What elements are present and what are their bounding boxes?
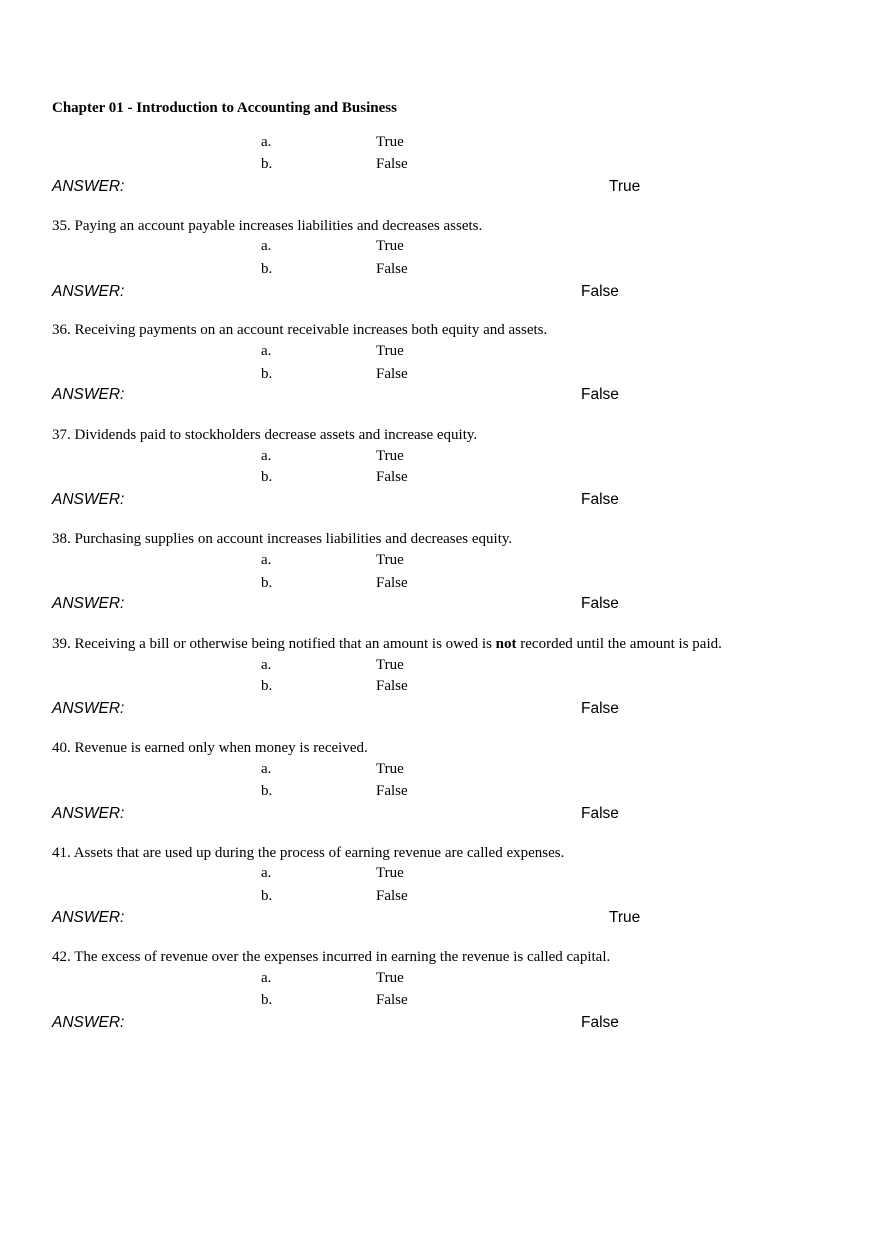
question-body-end: recorded until the amount is paid. — [520, 636, 722, 652]
question-number: 40. — [52, 740, 71, 756]
option-b-letter: b. — [261, 992, 273, 1008]
question-number: 39. — [52, 636, 71, 652]
option-b-letter: b. — [261, 156, 273, 172]
answer-value: False — [581, 805, 619, 822]
option-a-letter: a. — [261, 134, 272, 150]
option-a-text: True — [376, 238, 404, 254]
question-body: Revenue is earned only when money is received. — [74, 740, 368, 756]
option-b-letter: b. — [261, 261, 273, 277]
answer-value: False — [581, 283, 619, 300]
question-emphasis: not — [495, 636, 517, 652]
question-body: Paying an account payable increases liabilities and decreases assets. — [74, 218, 483, 234]
option-a-letter: a. — [261, 343, 272, 359]
question-number: 35. — [52, 218, 71, 234]
question-number: 36. — [52, 322, 71, 338]
option-a-letter: a. — [261, 448, 272, 464]
answer-label: ANSWER: — [52, 178, 125, 195]
question-body: Receiving payments on an account receivable increases both equity and assets. — [74, 322, 548, 338]
option-a-letter: a. — [261, 970, 272, 986]
question-text — [52, 322, 547, 339]
question-text — [52, 531, 512, 548]
answer-label: ANSWER: — [52, 1014, 125, 1031]
option-a-letter: a. — [261, 552, 272, 568]
answer-label: ANSWER: — [52, 595, 125, 612]
option-a-text: True — [376, 343, 404, 359]
question-number: 38. — [52, 531, 71, 547]
question-text — [52, 218, 482, 235]
question-body: Assets that are used up during the process of earning revenue are called expenses. — [73, 845, 565, 861]
option-b-letter: b. — [261, 678, 273, 694]
answer-label: ANSWER: — [52, 491, 125, 508]
option-a-text: True — [376, 448, 404, 464]
answer-value: False — [581, 491, 619, 508]
option-a-text: True — [376, 970, 404, 986]
answer-label: ANSWER: — [52, 700, 125, 717]
answer-value: True — [609, 178, 641, 195]
answer-value: True — [609, 909, 641, 926]
option-a-text: True — [376, 865, 404, 881]
answer-value: False — [581, 386, 619, 403]
answer-value: False — [581, 1014, 619, 1031]
question-body: The excess of revenue over the expenses incurred in earning the revenue is called capital. — [74, 949, 611, 965]
answer-label: ANSWER: — [52, 386, 125, 403]
option-b-letter: b. — [261, 888, 273, 904]
answer-value: False — [581, 595, 619, 612]
option-a-text: True — [376, 761, 404, 777]
question-body: Dividends paid to stockholders decrease assets and increase equity. — [74, 427, 478, 443]
option-b-text: False — [376, 783, 408, 799]
option-b-text: False — [376, 888, 408, 904]
option-b-letter: b. — [261, 783, 273, 799]
question-number: 42. — [52, 949, 71, 965]
option-b-text: False — [376, 469, 408, 485]
option-b-text: False — [376, 678, 408, 694]
option-b-text: False — [376, 261, 408, 277]
question-body-start: Receiving a bill or otherwise being notified that an amount is owed is — [74, 636, 492, 652]
option-b-text: False — [376, 156, 408, 172]
question-text — [52, 636, 722, 653]
option-b-text: False — [376, 992, 408, 1008]
option-a-text: True — [376, 552, 404, 568]
answer-label: ANSWER: — [52, 805, 125, 822]
option-a-letter: a. — [261, 761, 272, 777]
option-a-letter: a. — [261, 865, 272, 881]
question-text — [52, 740, 368, 757]
option-b-text: False — [376, 575, 408, 591]
option-a-text: True — [376, 134, 404, 150]
option-b-text: False — [376, 366, 408, 382]
question-body: Purchasing supplies on account increases liabilities and decreases equity. — [74, 531, 513, 547]
option-b-letter: b. — [261, 575, 273, 591]
option-a-letter: a. — [261, 657, 272, 673]
page-title: Chapter 01 - Introduction to Accounting and Business — [52, 100, 397, 116]
question-text — [52, 949, 610, 966]
option-b-letter: b. — [261, 469, 273, 485]
answer-label: ANSWER: — [52, 909, 125, 926]
question-number: 41. — [52, 845, 71, 861]
answer-label: ANSWER: — [52, 283, 125, 300]
question-text — [52, 427, 477, 444]
answer-value: False — [581, 700, 619, 717]
question-text — [52, 845, 564, 862]
option-a-text: True — [376, 657, 404, 673]
option-a-letter: a. — [261, 238, 272, 254]
question-number: 37. — [52, 427, 71, 443]
option-b-letter: b. — [261, 366, 273, 382]
